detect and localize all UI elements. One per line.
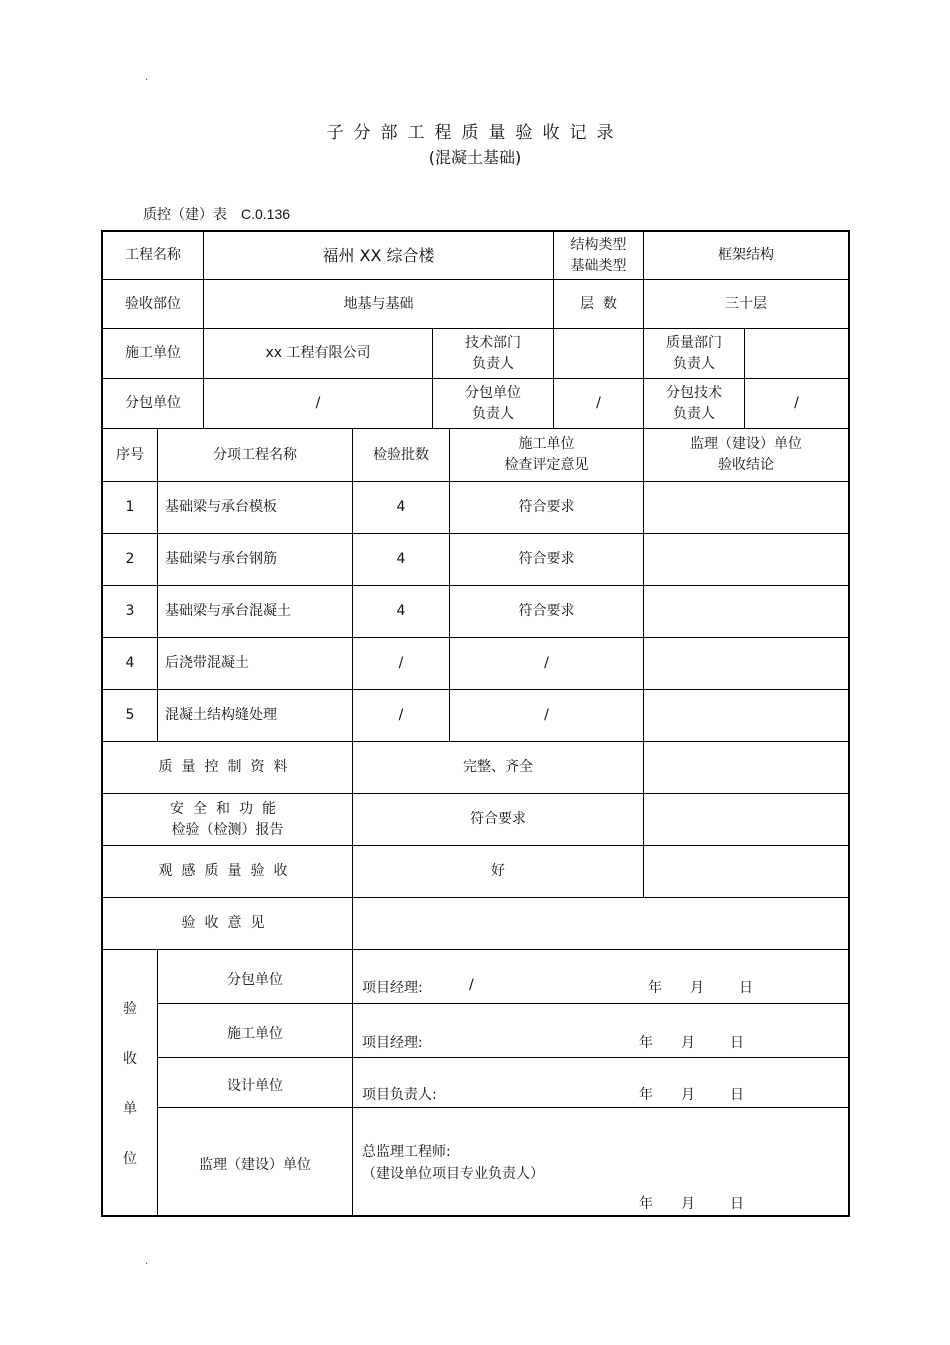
date-month: 月 — [681, 1196, 695, 1212]
item-conclusion — [644, 586, 848, 637]
item-opinion: / — [544, 655, 549, 671]
acceptance-unit: 施工单位 — [227, 1025, 283, 1042]
item-name: 后浇带混凝土 — [165, 655, 249, 671]
quality-dept-value — [745, 329, 848, 378]
col-item-name-header: 分项工程名称 — [213, 446, 297, 463]
item-name: 基础梁与承台钢筋 — [165, 551, 277, 567]
opinion-value — [353, 898, 848, 949]
item-name: 混凝土结构缝处理 — [165, 707, 277, 723]
acceptance-group-char: 收 — [123, 1050, 137, 1067]
item-name: 基础梁与承台混凝土 — [165, 603, 291, 619]
contractor-value: xx 工程有限公司 — [265, 345, 371, 361]
col-batches-header: 检验批数 — [373, 446, 429, 463]
signer-label: 项目负责人: — [362, 1087, 437, 1103]
date-month: 月 — [690, 980, 704, 996]
safety-report-label — [103, 794, 352, 845]
tech-dept-label — [433, 329, 553, 378]
safety-line1: 安全和功能 — [170, 800, 285, 817]
col-contractor-opinion-header — [450, 429, 643, 481]
item-conclusion — [644, 638, 848, 689]
date-day: 日 — [730, 1035, 744, 1051]
date-year: 年 — [639, 1087, 653, 1103]
item-batches: / — [398, 655, 404, 671]
page-title: 子分部工程质量验收记录 — [326, 123, 624, 143]
sub-unit-line1: 分包单位 — [465, 384, 521, 401]
safety-line2: 检验（检测）报告 — [171, 821, 284, 838]
form-code: C.0.136 — [241, 206, 291, 222]
sub-unit-value: / — [596, 395, 601, 411]
contractor-label: 施工单位 — [125, 345, 181, 361]
acceptance-part-label: 验收部位 — [125, 295, 181, 312]
item-no: 2 — [125, 551, 135, 567]
form-label: 质控（建）表 — [143, 207, 227, 223]
item-opinion: 符合要求 — [518, 499, 575, 515]
appearance-value: 好 — [491, 863, 505, 879]
item-batches: 4 — [396, 603, 406, 619]
col-supervisor-header — [644, 429, 848, 481]
date-year: 年 — [639, 1035, 653, 1051]
acceptance-group-char: 验 — [123, 1000, 137, 1017]
col-no-header: 序号 — [116, 446, 144, 463]
project-name-label: 工程名称 — [125, 247, 181, 263]
col-contractor-opinion-line2: 检查评定意见 — [504, 457, 589, 473]
date-day: 日 — [739, 980, 753, 996]
tech-dept-line1: 技术部门 — [465, 334, 521, 351]
signer-label: 总监理工程师: — [362, 1144, 451, 1160]
opinion-label: 验收意见 — [181, 915, 274, 931]
date-day: 日 — [730, 1196, 744, 1212]
subcontractor-value: / — [315, 395, 321, 411]
project-name-value: 福州 XX 综合楼 — [322, 246, 435, 265]
col-supervisor-line1: 监理（建设）单位 — [690, 436, 802, 452]
signer-label: 项目经理: — [362, 980, 423, 996]
sub-tech-line2: 负责人 — [673, 405, 715, 422]
structure-type-value: 框架结构 — [718, 247, 774, 263]
item-no: 5 — [125, 707, 135, 723]
sub-unit-label — [433, 379, 553, 428]
item-conclusion — [644, 690, 848, 741]
sub-tech-line1: 分包技术 — [666, 384, 722, 401]
structure-type-label: 结构类型 — [570, 236, 627, 253]
acceptance-unit: 设计单位 — [227, 1077, 283, 1094]
acceptance-unit: 监理（建设）单位 — [199, 1156, 311, 1173]
acceptance-unit: 分包单位 — [227, 971, 283, 988]
safety-report-value: 符合要求 — [470, 811, 526, 827]
page-dot-bottom: . — [145, 1256, 149, 1267]
signer-note: （建设单位项目专业负责人） — [362, 1166, 544, 1182]
quality-dept-line2: 负责人 — [673, 355, 715, 372]
item-batches: / — [398, 707, 404, 723]
item-no: 4 — [125, 655, 135, 671]
date-year: 年 — [639, 1196, 653, 1212]
quality-docs-value: 完整、齐全 — [463, 759, 533, 775]
item-opinion: / — [544, 707, 549, 723]
floors-value: 三十层 — [725, 295, 767, 312]
item-name: 基础梁与承台模板 — [165, 499, 277, 515]
signer-value: / — [469, 977, 474, 993]
foundation-type-label: 基础类型 — [570, 257, 627, 274]
item-conclusion — [644, 534, 848, 585]
quality-dept-line1: 质量部门 — [666, 334, 722, 351]
item-conclusion — [644, 482, 848, 533]
sub-unit-line2: 负责人 — [472, 405, 514, 422]
date-day: 日 — [730, 1087, 744, 1103]
item-opinion: 符合要求 — [518, 603, 575, 619]
item-batches: 4 — [396, 499, 406, 515]
item-opinion: 符合要求 — [518, 551, 575, 567]
tech-dept-value — [554, 329, 643, 378]
structure-type-labels — [554, 232, 643, 279]
page-subtitle: (混凝土基础) — [428, 148, 522, 167]
acceptance-group-char: 单 — [123, 1100, 137, 1117]
date-year: 年 — [648, 980, 662, 996]
signer-label: 项目经理: — [362, 1035, 423, 1051]
quality-docs-label: 质量控制资料 — [158, 759, 297, 775]
sub-tech-label — [644, 379, 744, 428]
quality-dept-label — [644, 329, 744, 378]
item-no: 1 — [125, 499, 135, 515]
sub-tech-value: / — [794, 395, 799, 411]
tech-dept-line2: 负责人 — [472, 355, 514, 372]
date-month: 月 — [681, 1035, 695, 1051]
col-supervisor-line2: 验收结论 — [718, 457, 774, 473]
floors-label: 层 数 — [580, 295, 617, 312]
item-batches: 4 — [396, 551, 406, 567]
page-dot-top: . — [145, 72, 149, 83]
subcontractor-label: 分包单位 — [125, 395, 181, 411]
acceptance-part-value: 地基与基础 — [343, 295, 414, 312]
col-contractor-opinion-line1: 施工单位 — [518, 436, 575, 452]
date-month: 月 — [681, 1087, 695, 1103]
acceptance-group-char: 位 — [123, 1150, 137, 1167]
item-no: 3 — [125, 603, 135, 619]
appearance-label: 观感质量验收 — [158, 863, 297, 879]
